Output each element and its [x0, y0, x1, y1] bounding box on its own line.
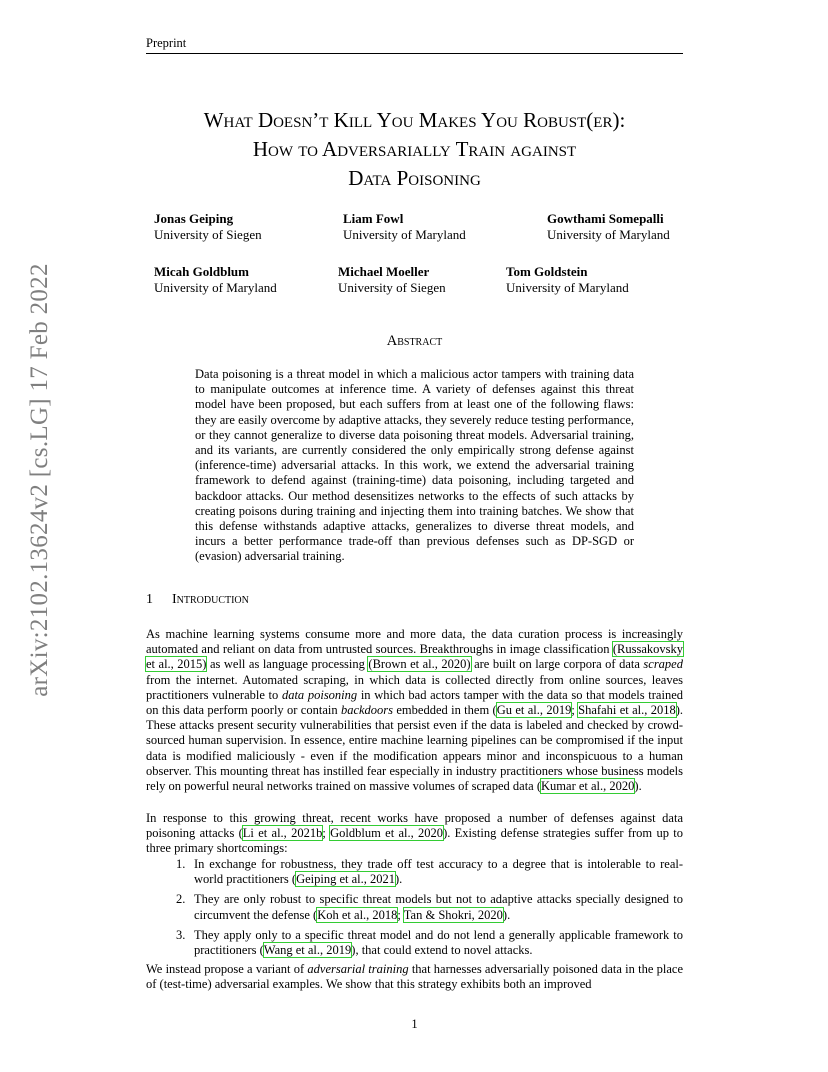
citation-link[interactable]: Koh et al., 2018: [317, 907, 398, 922]
title-line-1: What Doesn’t Kill You Makes You Robust(er):: [203, 108, 626, 132]
author-affiliation: University of Siegen: [154, 227, 262, 242]
paragraph-intro-3: [146, 962, 683, 992]
title-line-3: Data Poisoning: [348, 166, 481, 190]
citation-link[interactable]: Geiping et al., 2021: [296, 872, 396, 887]
list-item: [146, 928, 683, 958]
text-run: They are only robust to specific threat models but not to adaptive attacks specially designed to circumvent the defense (: [194, 892, 683, 922]
author-name: Liam Fowl: [343, 211, 404, 226]
text-run: In exchange for robustness, they trade off test accuracy to a degree that is intolerable to real-world practitioners (: [194, 857, 683, 887]
section-heading: [146, 592, 249, 608]
text-run: ;: [322, 826, 331, 841]
text-run: ). These attacks present security vulnerabilities that persist even if the data is labeled and checked by crowd-sourced human supervision. In essence, entire machine learning pipelines can be compromised if the input data is modified maliciously - even if the modification appears minor and inconspicuous to a human observer. This mounting threat has instilled fear especially in industry practitioners whose business models rely on powerful neural networks trained on massive volumes of scraped data (: [146, 703, 683, 794]
citation-link[interactable]: Shafahi et al., 2018: [578, 703, 676, 718]
author-affiliation: University of Maryland: [506, 280, 629, 295]
list-item: [146, 857, 683, 887]
section-title: Introduction: [172, 592, 249, 607]
author-block: [154, 211, 262, 243]
text-run: that harnesses adversarially poisoned data in the place of (test-time) adversarial examples. We show that this strategy exhibits both an improved: [146, 962, 683, 992]
author-affiliation: University of Maryland: [547, 227, 670, 242]
page-number: 1: [411, 1017, 418, 1031]
citation-link[interactable]: Tan & Shokri, 2020: [403, 907, 503, 922]
citation-link[interactable]: Li et al., 2021b: [242, 826, 323, 841]
header-rule: [146, 53, 683, 54]
text-run: embedded in them (: [393, 703, 497, 718]
author-affiliation: University of Maryland: [154, 280, 277, 295]
text-run: as well as language processing: [206, 657, 369, 672]
text-run: ;: [397, 907, 404, 922]
list-number: 3.: [176, 927, 186, 942]
emphasis: scraped: [643, 657, 683, 672]
citation-link[interactable]: Wang et al., 2019: [263, 943, 352, 958]
paper-title: [146, 106, 683, 193]
text-run: ), that could extend to novel attacks.: [351, 943, 533, 958]
list-number: 1.: [176, 857, 186, 871]
text-run: They apply only to a specific threat model and do not lend a generally applicable framework to practitioners (: [194, 927, 683, 958]
citation-link[interactable]: Kumar et al., 2020: [541, 779, 635, 794]
text-run: ).: [395, 872, 403, 887]
citation-link[interactable]: Gu et al., 2019: [496, 703, 572, 718]
author-affiliation: University of Siegen: [338, 280, 446, 295]
shortcomings-list: [146, 857, 683, 963]
abstract-text: Data poisoning is a threat model in which a malicious actor tampers with training data to manipulate outcomes at inference time. A variety of defenses against this threat model have been proposed, but each suffers from at least one of the following flaws: they are easily overcome by adaptive attacks, they severely reduce testing performance, or they cannot generalize to diverse data poisoning threat models. Adversarial training, and its variants, are currently considered the only empirically strong defense against (inference-time) adversarial attacks. In this work, we extend the adversarial training framework to defend against (training-time) data poisoning, including targeted and backdoor attacks. Our method desensitizes networks to the effects of such attacks by creating poisons during training and injecting them into training batches. We show that this defense withstands adaptive attacks, generalizes to diverse threat models, and incurs a better performance trade-off than previous defenses such as DP-SGD or (evasion) adversarial training.: [195, 367, 634, 564]
section-number: 1: [146, 592, 153, 607]
author-block: [547, 211, 670, 243]
author-name: Jonas Geiping: [154, 211, 234, 226]
title-line-2: How to Adversarially Train against: [252, 137, 577, 161]
citation-link[interactable]: (Brown et al., 2020): [368, 657, 471, 672]
list-number: 2.: [176, 892, 186, 907]
text-run: are built on large corpora of data: [470, 657, 644, 672]
text-run: As machine learning systems consume more and more data, the data curation process is increasingly automated and reliant on data from untrusted sources. Breakthroughs in image classification: [146, 627, 683, 657]
text-run: from the internet. Automated scraping, in which data is collected directly from online sources, leaves practitioners vulnerable to: [146, 672, 683, 702]
author-block: [338, 264, 446, 296]
paragraph-intro-2: [146, 811, 683, 857]
author-block: [343, 211, 466, 243]
text-run: ).: [502, 907, 511, 922]
author-block: [154, 264, 277, 296]
text-run: ). Existing defense strategies suffer from up to three primary shortcomings:: [146, 826, 683, 856]
emphasis: data poisoning: [281, 687, 358, 702]
text-run: We instead propose a variant of: [146, 962, 308, 976]
text-run: In response to this growing threat, recent works have proposed a number of defenses against data poisoning attacks (: [146, 811, 683, 841]
paragraph-intro-1: [146, 627, 683, 794]
arxiv-stamp: arXiv:2102.13624v2 [cs.LG] 17 Feb 2022: [26, 263, 53, 697]
citation-link[interactable]: (Russakovsky et al., 2015): [146, 642, 683, 672]
author-affiliation: University of Maryland: [343, 227, 466, 242]
emphasis: adversarial training: [307, 962, 409, 976]
text-run: in which bad actors tamper with the data so that models trained on this data perform poorly or contain: [146, 687, 683, 718]
author-name: Tom Goldstein: [506, 264, 588, 279]
text-run: ).: [634, 779, 642, 794]
author-name: Micah Goldblum: [154, 264, 249, 279]
author-name: Gowthami Somepalli: [547, 211, 664, 226]
emphasis: backdoors: [340, 703, 394, 718]
list-item: [146, 892, 683, 922]
citation-link[interactable]: Goldblum et al., 2020: [330, 826, 444, 841]
running-header: Preprint: [146, 36, 187, 50]
text-run: ;: [571, 703, 579, 718]
abstract-heading: Abstract: [386, 333, 443, 349]
author-block: [506, 264, 629, 296]
author-name: Michael Moeller: [338, 264, 430, 279]
